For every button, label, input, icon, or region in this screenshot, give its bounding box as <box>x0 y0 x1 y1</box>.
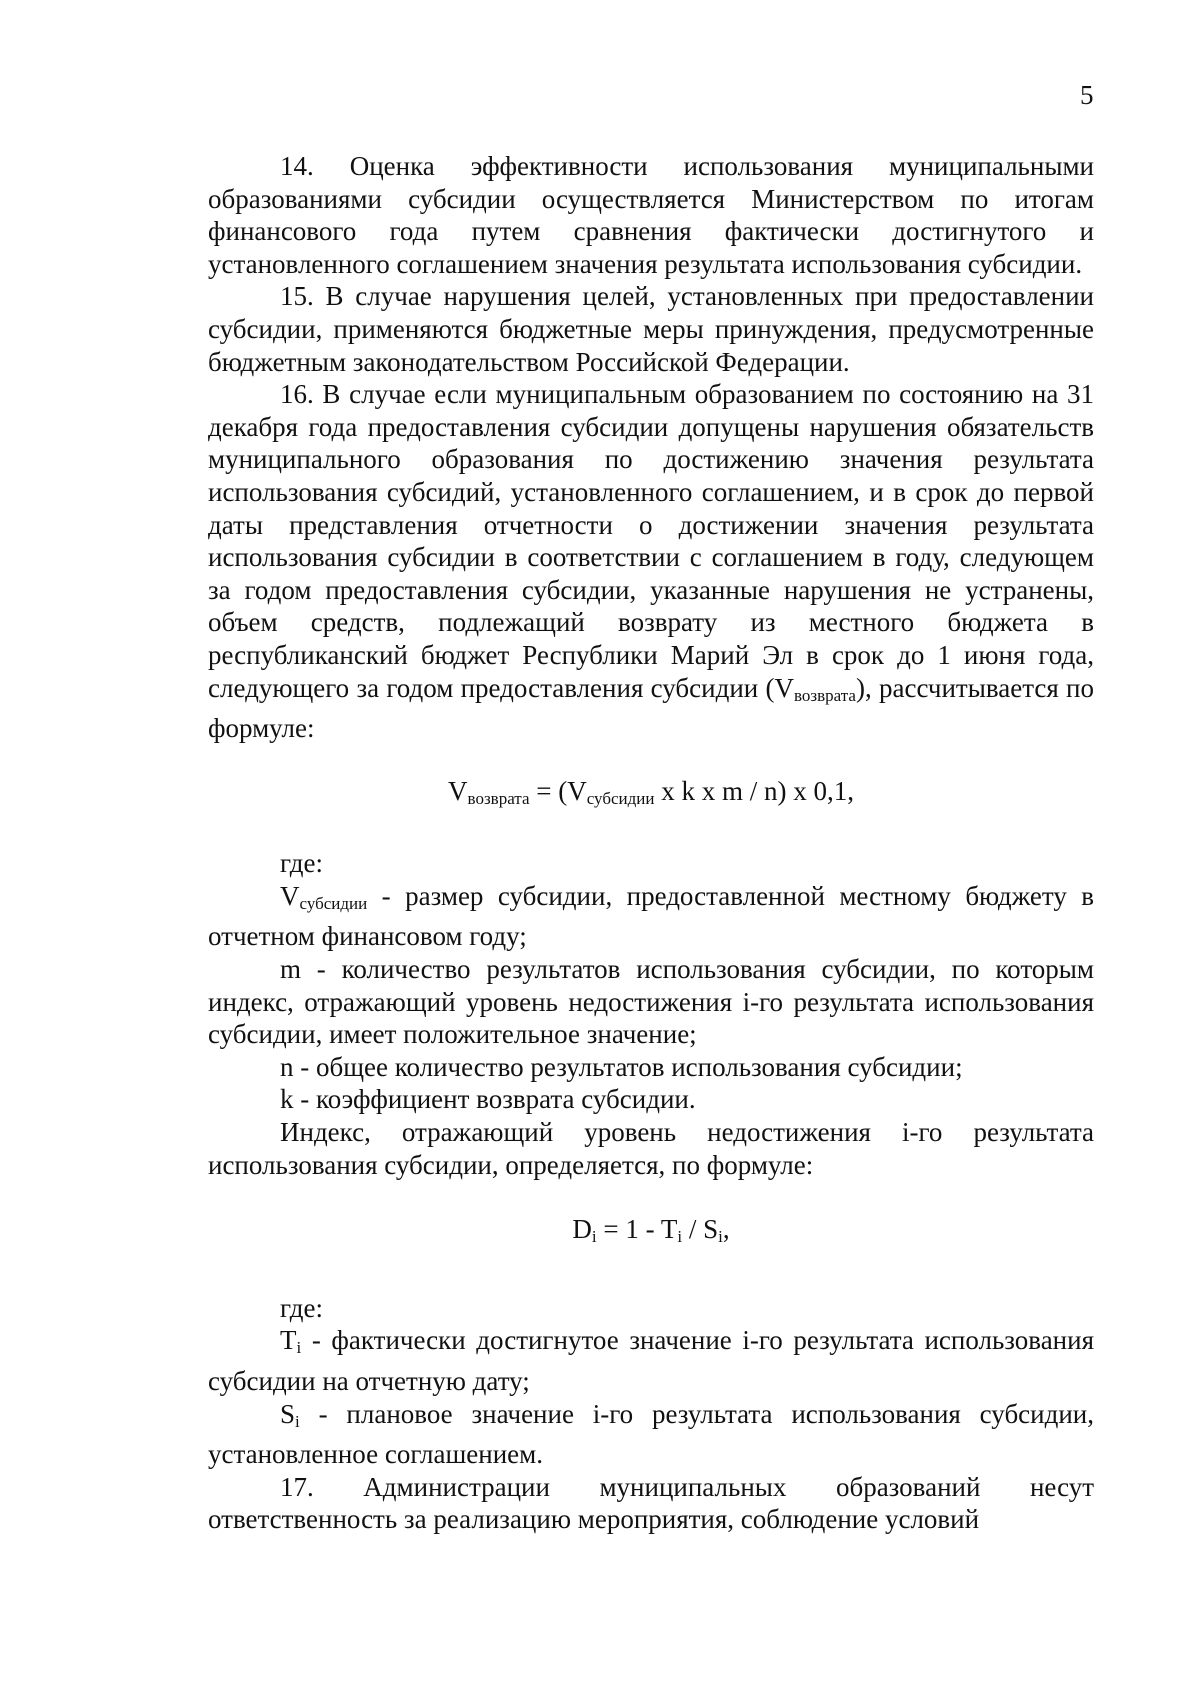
definition-s-text: - плановое значение i-го результата использования субсидии, установленное соглашением. <box>208 1398 1094 1470</box>
paragraph-16 <box>208 378 1094 745</box>
formula2-mid: = 1 - T <box>596 1214 678 1245</box>
definition-s-letter: S <box>280 1398 296 1429</box>
definition-v-letter: V <box>280 880 300 911</box>
definition-k: k - коэффициент возврата субсидии. <box>280 1084 696 1115</box>
paragraph-16-tail: ), рассчитывается по формуле: <box>208 672 1094 744</box>
formula-rest: x k x m / n) x 0,1, <box>654 775 854 806</box>
definition-v-subscript: субсидии <box>299 893 368 913</box>
where-label-2: где: <box>280 1292 323 1323</box>
page-number: 5 <box>1080 80 1094 110</box>
return-volume-formula <box>208 775 1094 816</box>
formula2-end: , <box>722 1214 730 1245</box>
formula2-slash: / S <box>682 1214 719 1245</box>
paragraph-15: 15. В случае нарушения целей, установленных при предоставлении субсидии, применяются бюджетные меры принуждения, предусмотренные бюджетным законодательством Российской Федерации. <box>208 281 1094 377</box>
formula-sub-subsidy: субсидии <box>586 788 655 808</box>
formula2-sub-1: i <box>591 1227 597 1247</box>
definition-s <box>208 1398 1094 1471</box>
index-formula <box>208 1213 1094 1254</box>
definition-t-letter: T <box>280 1325 297 1356</box>
definition-n: n - общее количество результатов использования субсидии; <box>280 1051 963 1082</box>
formula-eq-open: = (V <box>529 775 587 806</box>
definition-t-subscript: i <box>296 1338 302 1358</box>
paragraph-16-text: 16. В случае если муниципальным образованием по состоянию на 31 декабря года предоставления субсидии допущены нарушения обязательств муниципального образования по достижению значения результата использования субсидий, установленного соглашением, и в срок до первой даты представления отчетности о достижении значения результата использования субсидии в соответствии с соглашением в году, следующем за годом предоставления субсидии, указанные нарушения не устранены, объем средств, подлежащий возврату из местного бюджета в республиканский бюджет Республики Марий Эл в срок до 1 июня года, следующего за годом предоставления субсидии (V <box>208 379 1094 703</box>
formula-v: V <box>448 775 468 806</box>
definition-s-subscript: i <box>295 1411 300 1431</box>
formula2-sub-3: i <box>718 1227 723 1247</box>
formula2-sub-2: i <box>677 1227 683 1247</box>
definition-v-text: - размер субсидии, предоставленной местному бюджету в отчетном финансовом году; <box>208 880 1094 952</box>
paragraph-14: 14. Оценка эффективности использования муниципальными образованиями субсидии осуществляется Министерством по итогам финансового года путем сравнения фактически достигнутого и установленного соглашением значения результата использования субсидии. <box>208 151 1094 279</box>
formula-sub-return: возврата <box>467 788 530 808</box>
paragraph-16-subscript: возврата <box>794 685 856 705</box>
index-intro: Индекс, отражающий уровень недостижения i-го результата использования субсидии, определяется, по формуле: <box>208 1117 1094 1180</box>
definition-t <box>208 1324 1094 1397</box>
definition-v-subsidy <box>208 880 1094 953</box>
formula2-d: D <box>572 1214 592 1245</box>
where-label-1: где: <box>280 848 323 879</box>
definition-m: m - количество результатов использования субсидии, по которым индекс, отражающий уровень недостижения i-го результата использования субсидии, имеет положительное значение; <box>208 954 1094 1050</box>
paragraph-17: 17. Администрации муниципальных образований несут ответственность за реализацию мероприятия, соблюдение условий <box>208 1471 1094 1535</box>
document-body <box>208 150 1094 1536</box>
definition-t-text: - фактически достигнутое значение i-го результата использования субсидии на отчетную дату; <box>208 1325 1094 1396</box>
